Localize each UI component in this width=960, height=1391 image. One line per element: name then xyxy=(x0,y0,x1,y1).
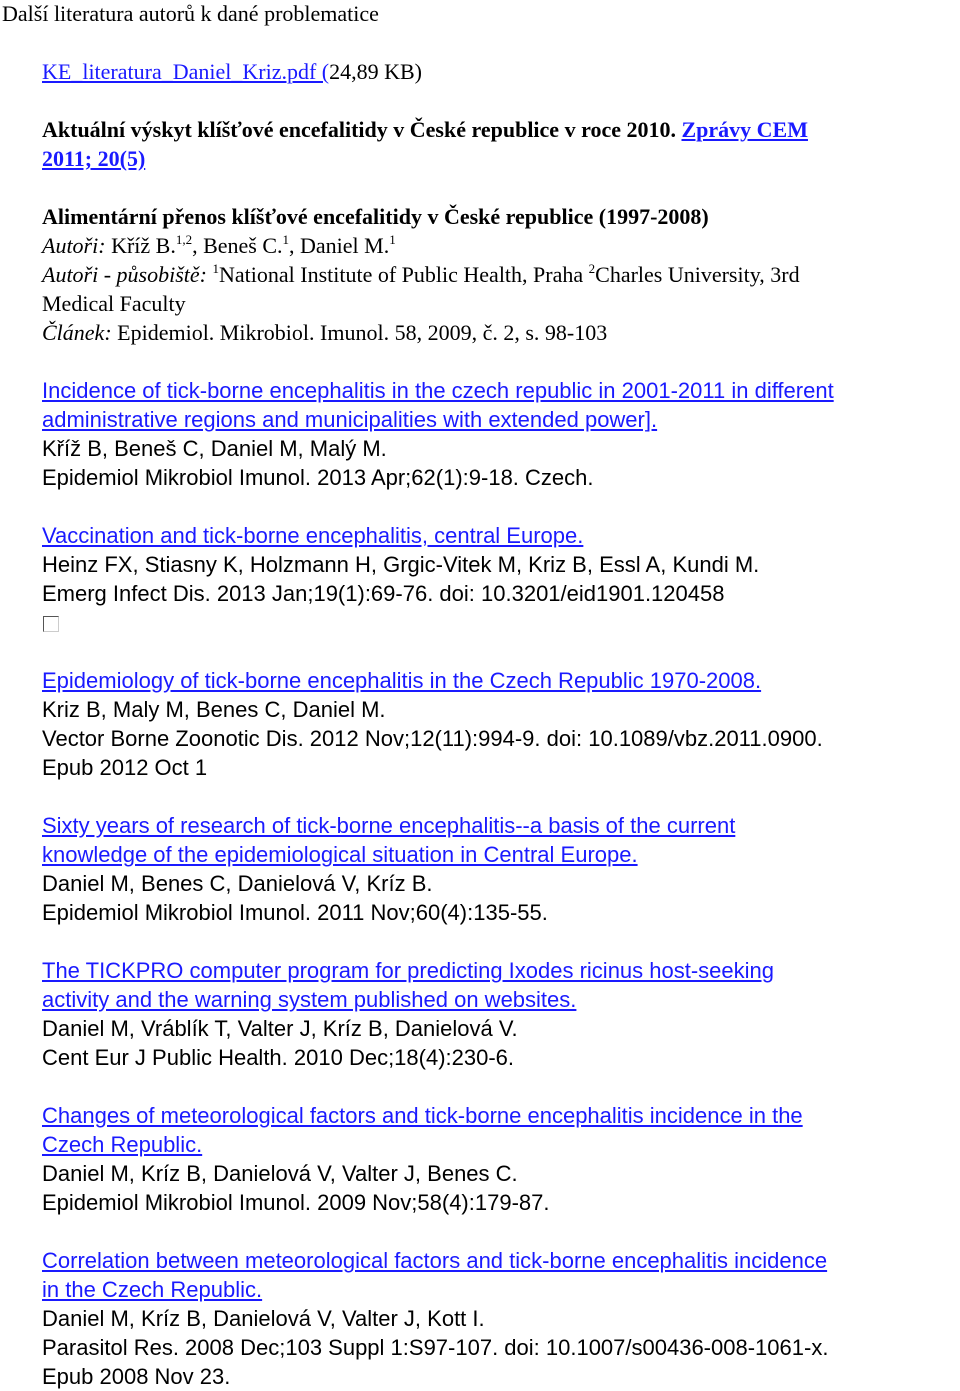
page-title: Další literatura autorů k dané problematice xyxy=(2,1,379,26)
authors-line xyxy=(42,231,960,260)
citation-title-link[interactable]: knowledge of the epidemiological situation in Central Europe. xyxy=(42,842,638,867)
citation-source: Vector Borne Zoonotic Dis. 2012 Nov;12(11):994-9. doi: 10.1089/vbz.2011.0900. xyxy=(42,726,823,751)
affiliation-line xyxy=(42,260,960,289)
citation-entry xyxy=(42,956,960,1072)
citation-title-link[interactable]: Epidemiology of tick-borne encephalitis in the Czech Republic 1970-2008. xyxy=(42,668,762,693)
affiliation-sup: 1 xyxy=(212,261,219,276)
attachment-size: 24,89 KB) xyxy=(329,59,422,84)
spacer xyxy=(42,492,960,521)
author: , Daniel M. xyxy=(289,233,390,258)
citation-source: Emerg Infect Dis. 2013 Jan;19(1):69-76. doi: 10.3201/eid1901.120458 xyxy=(42,581,725,606)
spacer xyxy=(42,347,960,376)
affiliation-text: Charles University, 3rd xyxy=(595,262,800,287)
article-text: Epidemiol. Mikrobiol. Imunol. 58, 2009, č. 2, s. 98-103 xyxy=(111,320,608,345)
citation-authors: Heinz FX, Stiasny K, Holzmann H, Grgic-Vitek M, Kriz B, Essl A, Kundi M. xyxy=(42,552,760,577)
citation-source: Epidemiol Mikrobiol Imunol. 2011 Nov;60(4):135-55. xyxy=(42,900,548,925)
citation-title-link[interactable]: Incidence of tick-borne encephalitis in the czech republic in 2001-2011 in different xyxy=(42,378,834,403)
citation-authors: Daniel M, Benes C, Danielová V, Kríz B. xyxy=(42,871,433,896)
citation-source: Epub 2008 Nov 23. xyxy=(42,1364,231,1389)
reference-alimentary xyxy=(42,202,960,347)
citation-entry xyxy=(42,1246,960,1391)
spacer xyxy=(42,1072,960,1101)
content xyxy=(42,57,960,1391)
author: , Beneš C. xyxy=(192,233,283,258)
citation-authors: Daniel M, Kríz B, Danielová V, Valter J, Benes C. xyxy=(42,1161,518,1186)
citation-entry xyxy=(42,666,960,782)
citation-title-link[interactable]: Correlation between meteorological factors and tick-borne encephalitis incidence xyxy=(42,1248,828,1273)
reference-cem xyxy=(42,115,960,173)
affiliation-label: Autoři - působiště: xyxy=(42,262,207,287)
citation-source: Epidemiol Mikrobiol Imunol. 2009 Nov;58(4):179-87. xyxy=(42,1190,550,1215)
citation-title-link[interactable]: in the Czech Republic. xyxy=(42,1277,263,1302)
checkbox-icon[interactable] xyxy=(43,616,59,632)
author-sup: 1 xyxy=(389,232,396,247)
citation-title-link[interactable]: administrative regions and municipalities with extended power]. xyxy=(42,407,658,432)
author: Kříž B. xyxy=(105,233,176,258)
affiliation-sup: 2 xyxy=(588,261,596,276)
attachment-link[interactable]: KE_literatura_Daniel_Kriz.pdf ( xyxy=(42,59,330,84)
citation-entry xyxy=(42,521,960,637)
spacer xyxy=(42,173,960,202)
spacer xyxy=(42,1217,960,1246)
citation-entry xyxy=(42,1101,960,1217)
spacer xyxy=(42,927,960,956)
citation-authors: Kříž B, Beneš C, Daniel M, Malý M. xyxy=(42,436,387,461)
citation-entry xyxy=(42,811,960,927)
attachment-line xyxy=(42,57,960,86)
citation-source: Epub 2012 Oct 1 xyxy=(42,755,208,780)
citation-authors: Kriz B, Maly M, Benes C, Daniel M. xyxy=(42,697,386,722)
citation-title-link[interactable]: Vaccination and tick-borne encephalitis, central Europe. xyxy=(42,523,584,548)
cem-link-continued[interactable]: 2011; 20(5) xyxy=(42,146,146,171)
citation-title-link[interactable]: Changes of meteorological factors and tick-borne encephalitis incidence in the xyxy=(42,1103,803,1128)
affiliation-text: National Institute of Public Health, Praha xyxy=(219,262,589,287)
spacer xyxy=(42,782,960,811)
authors-label: Autoři: xyxy=(42,233,106,258)
spacer xyxy=(42,86,960,115)
citation-entry xyxy=(42,376,960,492)
citation-authors: Daniel M, Kríz B, Danielová V, Valter J, Kott I. xyxy=(42,1306,485,1331)
citation-source: Cent Eur J Public Health. 2010 Dec;18(4):230-6. xyxy=(42,1045,515,1070)
spacer xyxy=(42,637,960,666)
author-sup: 1 xyxy=(282,232,290,247)
citation-title-link[interactable]: Czech Republic. xyxy=(42,1132,203,1157)
affiliation-line-continued: Medical Faculty xyxy=(42,291,186,316)
article-label: Článek: xyxy=(42,320,112,345)
citation-authors: Daniel M, Vráblík T, Valter J, Kríz B, Danielová V. xyxy=(42,1016,518,1041)
citation-source: Epidemiol Mikrobiol Imunol. 2013 Apr;62(1):9-18. Czech. xyxy=(42,465,594,490)
citation-title-link[interactable]: activity and the warning system published on websites. xyxy=(42,987,577,1012)
citation-source: Parasitol Res. 2008 Dec;103 Suppl 1:S97-107. doi: 10.1007/s00436-008-1061-x. xyxy=(42,1335,829,1360)
citation-title-link[interactable]: The TICKPRO computer program for predicting Ixodes ricinus host-seeking xyxy=(42,958,775,983)
article-line xyxy=(42,318,960,347)
reference-title: Alimentární přenos klíšťové encefalitidy v České republice (1997-2008) xyxy=(42,204,709,229)
citation-title-link[interactable]: Sixty years of research of tick-borne encephalitis--a basis of the current xyxy=(42,813,736,838)
author-sup: 1,2 xyxy=(175,232,193,247)
reference-title: Aktuální výskyt klíšťové encefalitidy v České republice v roce 2010. xyxy=(42,117,682,142)
cem-link[interactable]: Zprávy CEM xyxy=(681,117,808,142)
